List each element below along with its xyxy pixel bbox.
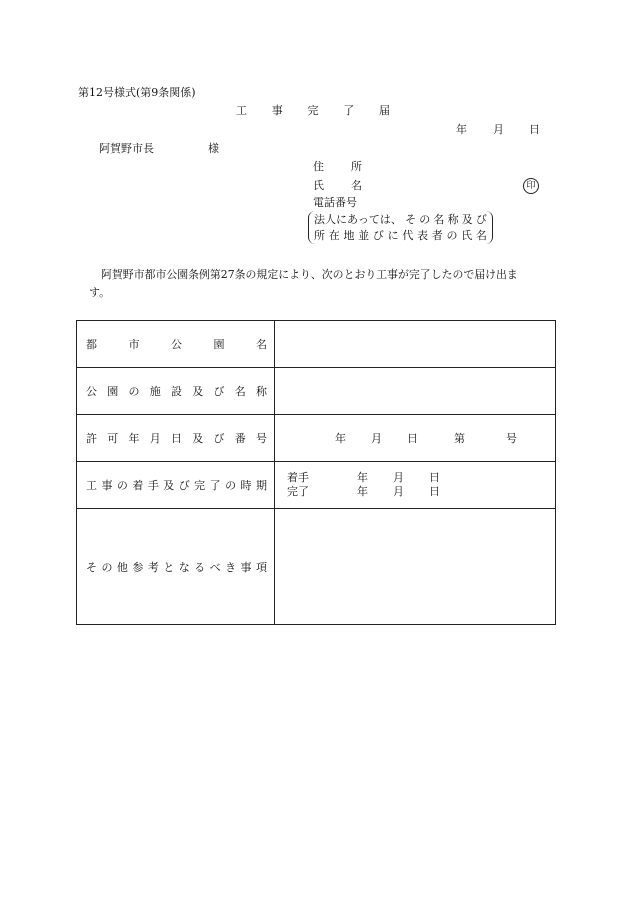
label-char: 許 [86, 432, 97, 445]
year-label: 年 [357, 471, 368, 484]
label-char: び [178, 479, 190, 492]
form-number: 第12号様式(第9条関係) [78, 86, 196, 99]
work-end-row [287, 485, 555, 499]
note-text: 代 [402, 229, 414, 242]
month-label: 月 [393, 485, 404, 498]
other-notes-label [77, 509, 275, 625]
label-char: 施 [149, 385, 161, 398]
label-char: 年 [128, 432, 140, 445]
corporate-note-line2 [314, 228, 487, 243]
work-start-row [287, 471, 555, 485]
label-char: 月 [149, 432, 161, 445]
note-text: 者 [431, 229, 443, 242]
note-text: び [475, 213, 487, 226]
date-day-label: 日 [529, 123, 540, 136]
label-char: 事 [101, 479, 113, 492]
label-char: 公 [86, 385, 97, 398]
day-label: 日 [429, 471, 440, 484]
label-char: 了 [209, 479, 221, 492]
date-month-label: 月 [493, 123, 504, 136]
work-end-label: 完了 [287, 485, 309, 498]
permit-year-label: 年 [335, 432, 346, 445]
name-label-char: 名 [351, 179, 362, 192]
day-label: 日 [429, 485, 440, 498]
month-label: 月 [393, 471, 404, 484]
label-char: 考 [147, 560, 159, 574]
label-char: び [213, 385, 225, 398]
label-char: そ [86, 560, 97, 574]
label-char: 工 [86, 479, 97, 492]
label-char: 着 [132, 479, 144, 492]
label-char: 公 [171, 338, 182, 351]
label-char: 及 [192, 432, 204, 445]
note-text: 名 [475, 229, 487, 242]
form-title [236, 104, 390, 118]
label-char: と [163, 560, 175, 574]
note-text: に [387, 229, 399, 242]
note-text: 所 [314, 229, 325, 242]
address-label-char: 所 [351, 160, 362, 173]
label-char: 園 [213, 338, 225, 351]
title-char: 完 [307, 104, 319, 117]
label-char: 名 [256, 338, 267, 351]
label-char: 時 [240, 479, 252, 492]
label-char: び [213, 432, 225, 445]
label-char: 完 [194, 479, 206, 492]
work-period-label [77, 462, 275, 509]
seal-mark: 印 [523, 178, 539, 194]
label-char: な [178, 560, 190, 574]
label-char: 可 [107, 432, 119, 445]
work-period-field[interactable] [275, 462, 556, 509]
label-char: 項 [255, 560, 267, 574]
label-char: べ [209, 560, 221, 574]
note-text: 地 [343, 229, 355, 242]
completion-table [76, 320, 556, 625]
facility-name-label [77, 368, 275, 415]
label-char: の [101, 560, 113, 574]
note-text: 名 [433, 213, 445, 226]
label-char: き [225, 560, 237, 574]
date-year-label: 年 [456, 123, 467, 136]
label-char: 園 [107, 385, 119, 398]
permit-number-suffix: 号 [506, 432, 517, 445]
label-char: の [128, 385, 140, 398]
addressee: 阿賀野市長 [99, 142, 154, 155]
note-text: 並 [358, 229, 370, 242]
label-char: 市 [128, 338, 140, 351]
note-text: 在 [328, 229, 340, 242]
permit-number-prefix: 第 [454, 432, 465, 445]
corporate-note [308, 211, 493, 244]
title-char: 工 [236, 104, 247, 117]
address-label [313, 160, 362, 174]
table-row [77, 509, 556, 625]
label-char: 参 [132, 560, 144, 574]
note-text: び [372, 229, 384, 242]
work-start-label: 着手 [287, 471, 309, 484]
label-char: 及 [192, 385, 204, 398]
table-row [77, 462, 556, 509]
name-label-char: 氏 [313, 179, 324, 192]
title-char: 届 [379, 104, 390, 117]
label-char: 及 [163, 479, 175, 492]
note-text: そ [405, 213, 417, 226]
permit-month-label: 月 [371, 432, 382, 445]
label-char: の [116, 479, 128, 492]
address-label-char: 住 [313, 160, 324, 173]
name-label [313, 179, 362, 193]
title-char: 事 [271, 104, 283, 117]
label-char: る [194, 560, 206, 574]
honorific: 様 [208, 142, 219, 155]
permit-date-number-label [77, 415, 275, 462]
note-text: の [419, 213, 431, 226]
body-text-line2: す。 [89, 286, 111, 299]
label-char: 称 [256, 385, 267, 398]
label-char: 番 [234, 432, 246, 445]
table-row [77, 415, 556, 462]
title-char: 了 [343, 104, 355, 117]
note-text: の [446, 229, 458, 242]
label-char: 日 [171, 432, 182, 445]
table-row [77, 321, 556, 368]
note-text: 及 [461, 213, 473, 226]
park-name-label [77, 321, 275, 368]
label-char: 設 [171, 385, 182, 398]
note-text: 称 [447, 213, 459, 226]
note-text: 氏 [461, 229, 473, 242]
label-char: 事 [240, 560, 252, 574]
label-char: 都 [86, 338, 97, 351]
label-char: 他 [116, 560, 128, 574]
label-char: 期 [255, 479, 267, 492]
other-notes-field[interactable] [275, 509, 556, 625]
note-text: 法人にあっては、 [314, 213, 402, 226]
label-char: 名 [234, 385, 246, 398]
phone-label: 電話番号 [313, 196, 357, 209]
label-char: 号 [256, 432, 267, 445]
facility-name-field[interactable] [275, 368, 556, 415]
label-char: の [225, 479, 237, 492]
year-label: 年 [357, 485, 368, 498]
permit-date-number-field[interactable] [275, 415, 556, 462]
body-text-line1: 阿賀野市都市公園条例第27条の規定により、次のとおり工事が完了したので届け出ま [101, 268, 518, 281]
label-char: 手 [147, 479, 159, 492]
note-text: 表 [417, 229, 429, 242]
corporate-note-line1 [314, 212, 487, 227]
park-name-field[interactable] [275, 321, 556, 368]
table-row [77, 368, 556, 415]
permit-day-label: 日 [407, 432, 418, 445]
